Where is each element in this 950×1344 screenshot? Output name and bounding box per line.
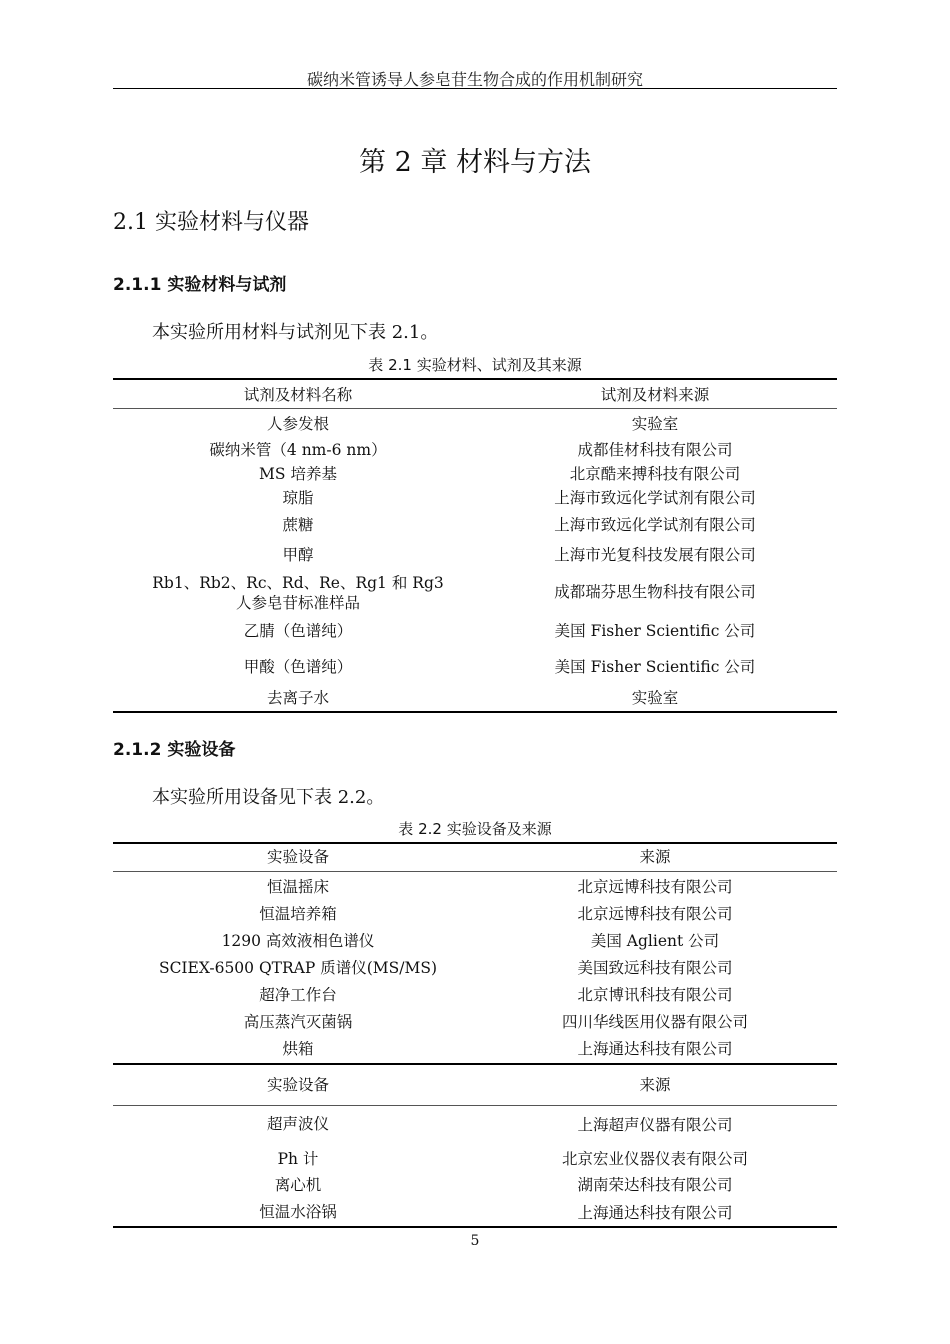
table-cell: 人参皂苷标准样品 [235,594,360,612]
table-cell: 超净工作台 [259,986,337,1004]
table-cell: 甲醇 [282,546,314,564]
table-cell: 上海市致远化学试剂有限公司 [554,489,756,507]
table-cell: 人参发根 [266,415,329,433]
table-cell: 上海超声仪器有限公司 [577,1116,733,1134]
table-cell: 高压蒸汽灭菌锅 [243,1013,353,1031]
table-2-2-header-rule [113,871,837,872]
table-cell: 美国致远科技有限公司 [577,959,733,977]
table-cell: 琼脂 [282,489,314,507]
table-cell: 美国 Aglient 公司 [590,932,720,950]
table-cell: 离心机 [274,1176,322,1194]
table-cell: 恒温水浴锅 [259,1203,337,1221]
table-cell: 上海通达科技有限公司 [577,1040,733,1058]
table-cell: 乙腈（色谱纯） [243,622,353,640]
table-cell: 恒温摇床 [266,878,329,896]
table-cell: 实验室 [631,415,679,433]
subsection-title-materials: 2.1.1 实验材料与试剂 [113,275,287,295]
table-cell: 上海通达科技有限公司 [577,1204,733,1222]
table-cell: 北京宏业仪器仪表有限公司 [561,1150,748,1168]
table-cell: 实验室 [631,689,679,707]
table-cell: 上海市致远化学试剂有限公司 [554,516,756,534]
table-cell: SCIEX-6500 QTRAP 质谱仪(MS/MS) [158,959,438,977]
table-2-2-split-rule [113,1063,837,1065]
table-cell: 成都佳材科技有限公司 [577,441,733,459]
table-2-2-header-rule-repeat [113,1105,837,1106]
table-cell: 北京酷来搏科技有限公司 [569,465,741,483]
table-cell: Ph 计 [277,1150,319,1168]
table-cell: 北京博讯科技有限公司 [577,986,733,1004]
header-rule [113,88,837,89]
table-cell: 烘箱 [282,1040,314,1058]
section-title: 2.1 实验材料与仪器 [113,210,309,235]
equipment-intro: 本实验所用设备见下表 2.2。 [152,787,385,808]
table-cell: 美国 Fisher Scientific 公司 [554,658,756,676]
chapter-title: 第 2 章 材料与方法 [359,147,591,178]
table-cell: 湖南荣达科技有限公司 [577,1176,733,1194]
table-cell: 北京远博科技有限公司 [577,905,733,923]
table-2-1-header-name: 试剂及材料名称 [243,386,353,404]
table-2-2-header-device-repeat: 实验设备 [266,1076,329,1094]
table-cell: 去离子水 [266,689,329,707]
materials-intro: 本实验所用材料与试剂见下表 2.1。 [152,322,439,343]
table-2-2-header-device: 实验设备 [266,848,329,866]
table-cell: 恒温培养箱 [259,905,337,923]
table-2-1-header-rule [113,408,837,409]
table-cell: 1290 高效液相色谱仪 [221,932,375,950]
table-cell: 北京远博科技有限公司 [577,878,733,896]
table-2-1-caption: 表 2.1 实验材料、试剂及其来源 [368,356,582,374]
table-2-2-caption: 表 2.2 实验设备及来源 [398,820,552,838]
table-cell: 上海市光复科技发展有限公司 [554,546,756,564]
table-cell: 超声波仪 [266,1115,329,1133]
table-2-2-header-source-repeat: 来源 [639,1076,671,1094]
table-cell: 美国 Fisher Scientific 公司 [554,622,756,640]
table-2-1-top-rule [113,378,837,380]
table-cell: MS 培养基 [259,465,337,483]
table-cell: 蔗糖 [282,516,314,534]
table-2-2-bottom-rule [113,1226,837,1228]
page-number: 5 [470,1233,480,1249]
table-2-1-header-source: 试剂及材料来源 [600,386,710,404]
subsection-title-equipment: 2.1.2 实验设备 [113,740,236,760]
table-2-2-header-source: 来源 [639,848,671,866]
table-cell: Rb1、Rb2、Rc、Rd、Re、Rg1 和 Rg3 [152,574,444,592]
table-2-2-top-rule [113,842,837,844]
table-cell: 成都瑞芬思生物科技有限公司 [554,583,756,601]
running-header: 碳纳米管诱导人参皂苷生物合成的作用机制研究 [306,70,643,89]
table-cell: 甲酸（色谱纯） [243,658,353,676]
table-cell: 四川华线医用仪器有限公司 [561,1013,748,1031]
table-cell: 碳纳米管（4 nm-6 nm） [209,441,387,459]
table-2-1-bottom-rule [113,711,837,713]
